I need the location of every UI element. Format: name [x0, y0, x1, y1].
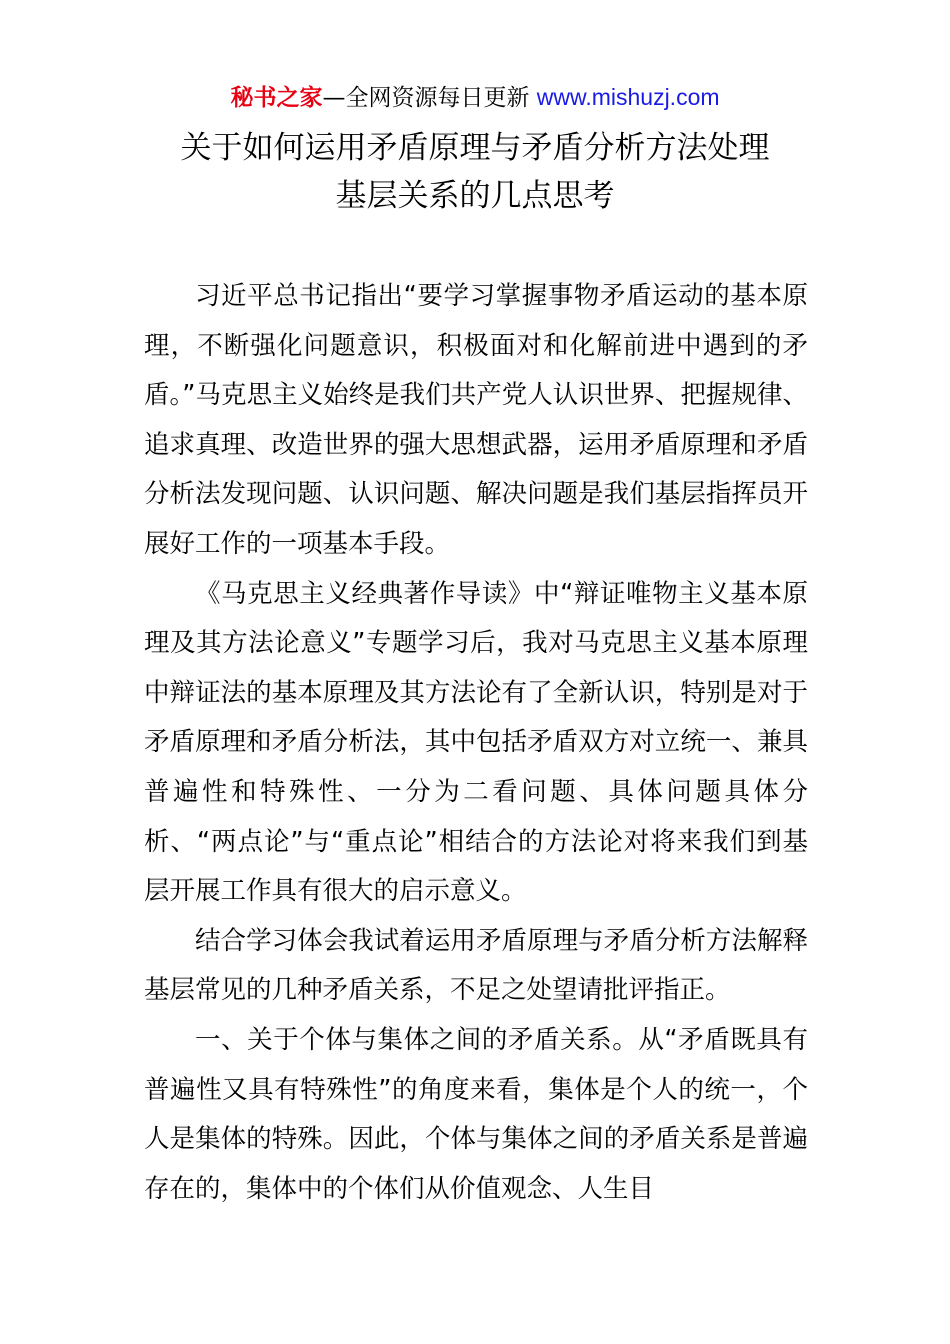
title-line-1: 关于如何运用矛盾原理与矛盾分析方法处理	[180, 130, 770, 166]
document-title	[0, 124, 950, 220]
paragraph: 习近平总书记指出“要学习掌握事物矛盾运动的基本原理，不断强化问题意识，积极面对和化解前进中遇到的矛盾。”马克思主义始终是我们共产党人认识世界、把握规律、追求真理、改造世界的强大思想武器，运用矛盾原理和矛盾分析法发现问题、认识问题、解决问题是我们基层指挥员开展好工作的一项基本手段。	[144, 281, 808, 559]
site-header	[0, 80, 950, 115]
site-brand: 秘书之家	[230, 85, 323, 111]
site-url-link[interactable]: www.mishuzj.com	[536, 84, 720, 110]
paragraph: 结合学习体会我试着运用矛盾原理与矛盾分析方法解释基层常见的几种矛盾关系，不足之处望请批评指正。	[144, 925, 808, 1006]
document-body	[144, 272, 808, 1214]
site-tagline: —全网资源每日更新	[322, 85, 537, 111]
paragraph: 一、关于个体与集体之间的矛盾关系。从“矛盾既具有普遍性又具有特殊性”的角度来看，集体是个人的统一，个人是集体的特殊。因此，个体与集体之间的矛盾关系是普遍存在的，集体中的个体们从价值观念、人生目	[144, 1024, 808, 1204]
paragraph: 《马克思主义经典著作导读》中“辩证唯物主义基本原理及其方法论意义”专题学习后，我对马克思主义基本原理中辩证法的基本原理及其方法论有了全新认识，特别是对于矛盾原理和矛盾分析法，其中包括矛盾双方对立统一、兼具普遍性和特殊性、一分为二看问题、具体问题具体分析、“两点论”与“重点论”相结合的方法论对将来我们到基层开展工作具有很大的启示意义。	[144, 578, 808, 907]
title-line-2: 基层关系的几点思考	[335, 178, 615, 214]
